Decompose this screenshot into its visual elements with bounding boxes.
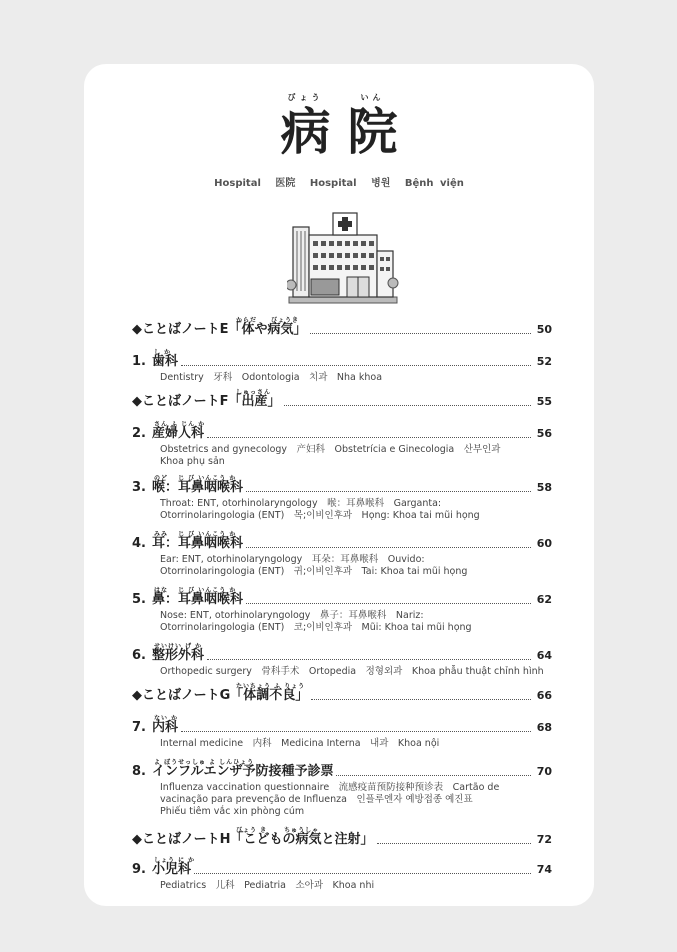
contents-card <box>84 64 594 906</box>
translation-line: Ear: ENT, otorhinolaryngology 耳朵：耳鼻喉科 Ouvido: <box>160 554 425 565</box>
furigana: よ ぼうせっしゅ よ しんひょう <box>153 759 255 766</box>
entry-label-text: 鼻：耳鼻咽喉科 <box>151 592 243 607</box>
toc-line <box>132 587 552 608</box>
leader-dots <box>311 699 531 700</box>
entry-label-text: ◆ことばノートG「体調不良」 <box>132 688 309 703</box>
page-number: 60 <box>536 537 552 550</box>
title-translations: Hospital 医院 Hospital 병원 Bệnh viện <box>214 178 464 189</box>
translation-line: vacinação para prevenção de Influenza 인플루엔자 예방접종 예진표 <box>160 794 473 805</box>
hospital-building-icon <box>287 211 399 307</box>
toc-line <box>132 643 552 664</box>
toc-line <box>132 827 552 848</box>
toc-item <box>132 349 552 384</box>
toc-line <box>132 475 552 496</box>
leader-dots <box>207 659 531 660</box>
entry-label <box>151 759 334 780</box>
page-number: 56 <box>536 427 552 440</box>
toc-item <box>132 857 552 892</box>
leader-dots <box>246 603 531 604</box>
toc-line <box>132 715 552 736</box>
toc-line <box>132 317 552 338</box>
item-number: 3. <box>132 480 146 495</box>
item-number: 4. <box>132 536 146 551</box>
entry-label-text: 産婦人科 <box>151 426 204 441</box>
toc-line <box>132 349 552 370</box>
item-number: 5. <box>132 592 146 607</box>
entry-label-text: 耳：耳鼻咽喉科 <box>151 536 243 551</box>
furigana: しゅっさん <box>236 389 272 396</box>
entry-label <box>151 531 243 552</box>
entry-label <box>151 421 206 442</box>
title-char-1: びょう 病 <box>280 93 331 161</box>
toc-line <box>132 421 552 442</box>
toc-item <box>132 421 552 468</box>
furigana: しょう に か <box>153 857 196 864</box>
translation-line: Khoa phụ sản <box>160 456 225 467</box>
translation-line: Otorrinolaringologia (ENT) 귀;이비인후과 Tai: Khoa tai mũi họng <box>160 566 468 577</box>
furigana: さん ふ じん か <box>153 421 206 428</box>
entry-label <box>151 475 243 496</box>
entry-label <box>151 643 204 664</box>
toc-item <box>132 475 552 522</box>
title-char-2: いん 院 <box>347 93 398 161</box>
toc-section <box>132 317 552 338</box>
page-number: 66 <box>536 689 552 702</box>
translation-line: Throat: ENT, otorhinolaryngology 喉：耳鼻喉科 Garganta: <box>160 498 442 509</box>
page-title <box>84 92 594 160</box>
furigana: のど じ び いんこう か <box>153 475 237 482</box>
toc-line <box>132 759 552 780</box>
entry-label <box>151 587 243 608</box>
entry-label <box>151 715 179 736</box>
item-number: 7. <box>132 720 146 735</box>
toc-line <box>132 389 552 410</box>
translation-line: Internal medicine 内科 Medicina Interna 내과 Khoa nội <box>160 738 440 749</box>
entry-label-text: ◆ことばノートF「出産」 <box>132 394 281 409</box>
leader-dots <box>377 843 532 844</box>
leader-dots <box>284 405 532 406</box>
leader-dots <box>207 437 531 438</box>
entry-label <box>132 827 374 848</box>
entry-label <box>132 683 309 704</box>
translation-line: Influenza vaccination questionnaire 流感疫苗预防接种预诊表 Cartão de <box>160 782 500 793</box>
entry-label-text: 小児科 <box>151 862 191 877</box>
page-number: 64 <box>536 649 552 662</box>
translation-line: Obstetrics and gynecology 产妇科 Obstetrícia e Ginecologia 산부인과 <box>160 444 501 455</box>
translation-line: Nose: ENT, otorhinolaryngology 鼻子：耳鼻喉科 Nariz: <box>160 610 424 621</box>
entry-label-text: 歯科 <box>151 354 178 369</box>
page-number: 70 <box>536 765 552 778</box>
entry-label-text: インフルエンザ予防接種予診票 <box>151 764 334 779</box>
translation-line: Otorrinolaringologia (ENT) 코;이비인후과 Mũi: Khoa tai mũi họng <box>160 622 472 633</box>
furigana: みみ じ び いんこう か <box>153 531 237 538</box>
toc-line <box>132 683 552 704</box>
page-number: 50 <box>536 323 552 336</box>
page-number: 55 <box>536 395 552 408</box>
furigana: はな じ び いんこう か <box>153 587 237 594</box>
leader-dots <box>336 775 531 776</box>
toc-section <box>132 389 552 410</box>
toc-item <box>132 759 552 818</box>
translation-line: Phiếu tiêm vắc xin phòng cúm <box>160 806 305 817</box>
toc-line <box>132 857 552 878</box>
page-number: 52 <box>536 355 552 368</box>
item-number: 6. <box>132 648 146 663</box>
leader-dots <box>310 333 532 334</box>
item-number: 8. <box>132 764 146 779</box>
entry-label-text: 喉：耳鼻咽喉科 <box>151 480 243 495</box>
leader-dots <box>246 547 531 548</box>
toc-item <box>132 531 552 578</box>
furigana: たいちょう ふ りょう <box>236 683 306 690</box>
leader-dots <box>194 873 531 874</box>
translation-line: Otorrinolaringologia (ENT) 목;이비인후과 Họng: Khoa tai mũi họng <box>160 510 480 521</box>
leader-dots <box>181 365 531 366</box>
entry-label-text: 整形外科 <box>151 648 204 663</box>
furigana: びょう き ちゅうしゃ <box>236 827 320 834</box>
toc-line <box>132 531 552 552</box>
item-number: 2. <box>132 426 146 441</box>
entry-label-text: ◆ことばノートE「体や病気」 <box>132 322 307 337</box>
translation-line: Pediatrics 儿科 Pediatria 소아과 Khoa nhi <box>160 880 375 891</box>
entry-label <box>132 317 307 338</box>
entry-label-text: 内科 <box>151 720 178 735</box>
furigana: し か <box>153 349 172 356</box>
page-number: 72 <box>536 833 552 846</box>
toc-section <box>132 827 552 848</box>
translation-line: Orthopedic surgery 骨科手术 Ortopedia 정형외과 Khoa phẫu thuật chỉnh hình <box>160 666 544 677</box>
item-number: 1. <box>132 354 146 369</box>
toc-item <box>132 715 552 750</box>
furigana: せいけい げ か <box>153 643 203 650</box>
leader-dots <box>181 731 531 732</box>
entry-label <box>151 857 196 878</box>
page-number: 58 <box>536 481 552 494</box>
furigana: ない か <box>153 715 179 722</box>
page-number: 74 <box>536 863 552 876</box>
entry-label <box>151 349 178 370</box>
page-number: 68 <box>536 721 552 734</box>
toc-item <box>132 587 552 634</box>
page-number: 62 <box>536 593 552 606</box>
leader-dots <box>246 491 531 492</box>
item-number: 9. <box>132 862 146 877</box>
entry-label-text: ◆ことばノートH「こどもの病気と注射」 <box>132 832 374 847</box>
translation-line: Dentistry 牙科 Odontologia 치과 Nha khoa <box>160 372 383 383</box>
toc-section <box>132 683 552 704</box>
entry-label <box>132 389 281 410</box>
toc-item <box>132 643 552 678</box>
furigana: からだ びょうき <box>236 317 300 324</box>
